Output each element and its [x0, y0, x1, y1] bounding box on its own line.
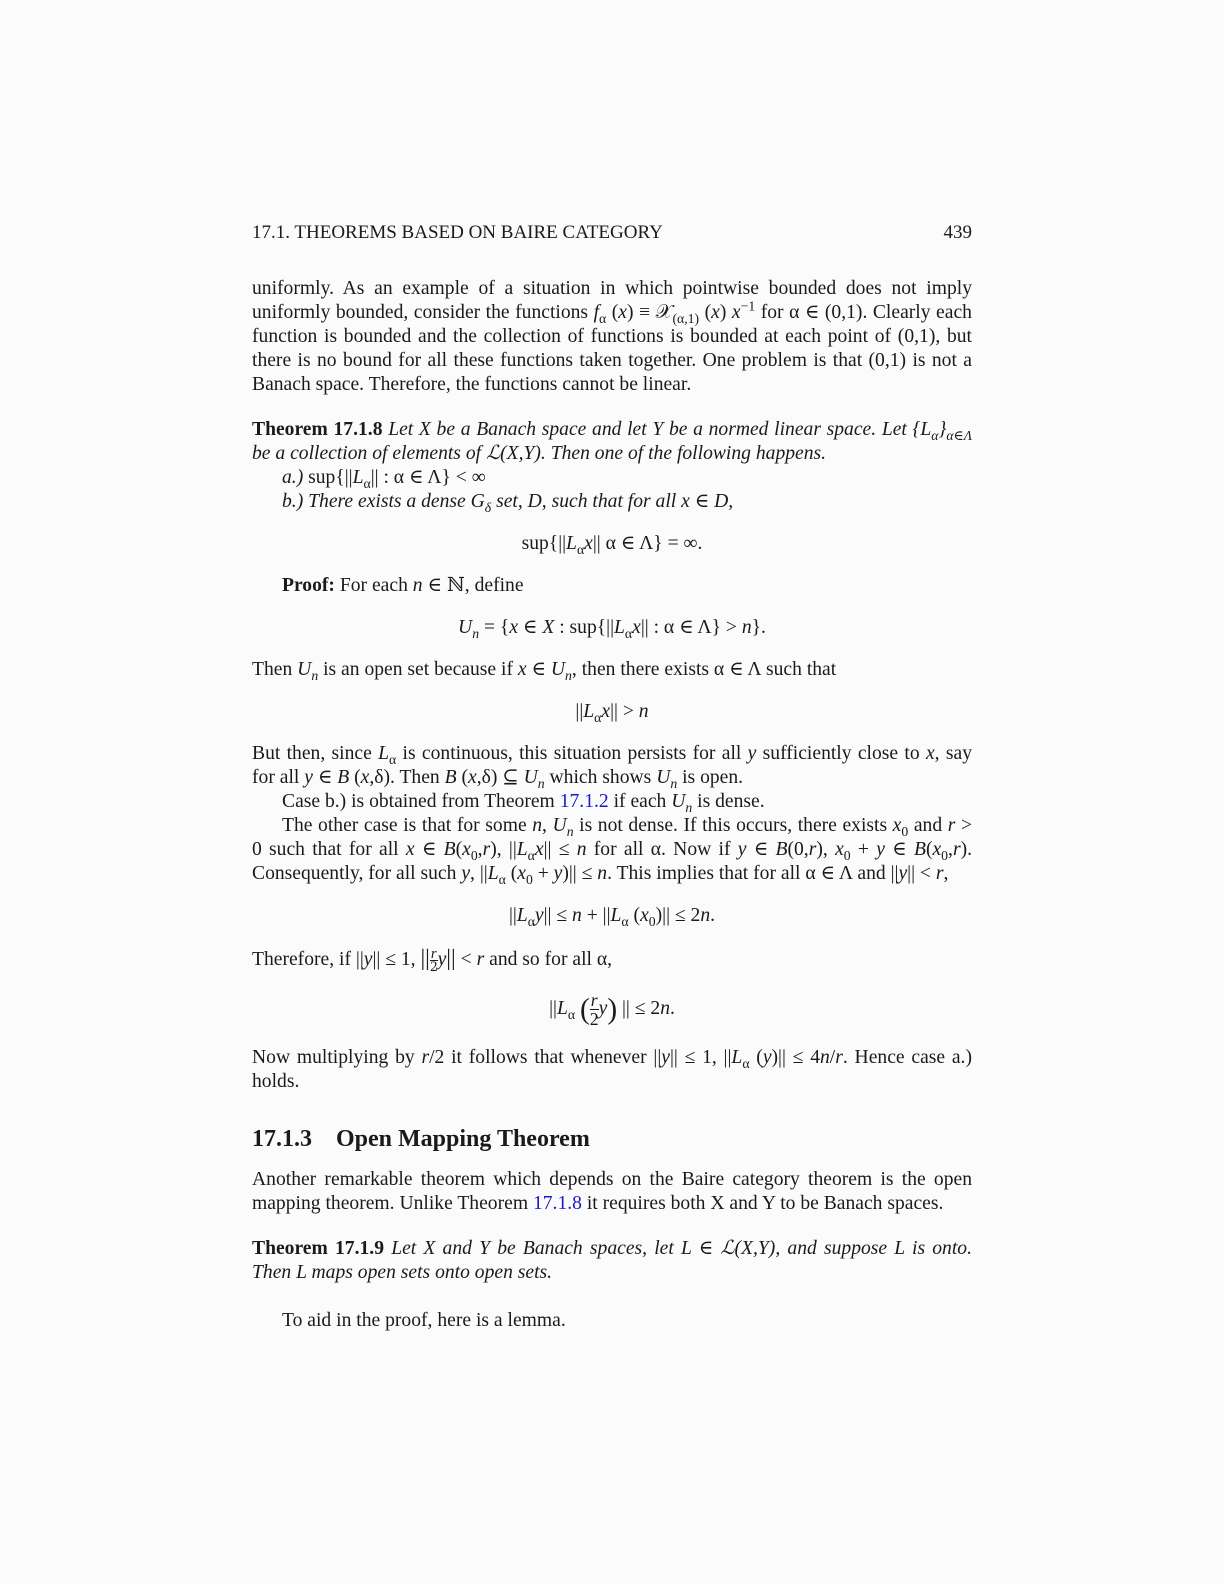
theorem-case-b: b.) There exists a dense $G_\delta$ set, D, such that for all x ∈ D,	[282, 491, 734, 515]
ref-link-17-1-8[interactable]: 17.1.8	[532, 1193, 582, 1214]
theorem-17-1-8: Theorem 17.1.8 Let X be a Banach space and let Y be a normed linear space. Let $\{L_\alpha\}_{\alpha\in\Lambda}$ be a collection of elements of ℒ(X,Y). Then one of the following happens.	[252, 419, 972, 464]
paragraph-section-intro: Another remarkable theorem which depends on the Baire category theorem is the open mapping theorem. Unlike Theorem 17.1.8 it requires both X and Y to be Banach spaces.	[252, 1169, 972, 1214]
paragraph-lemma-intro: To aid in the proof, here is a lemma.	[282, 1310, 566, 1331]
theorem-label: Theorem 17.1.9	[252, 1238, 384, 1259]
theorem-label: Theorem 17.1.8	[252, 419, 383, 440]
paragraph-conclusion: Now multiplying by r/2 it follows that whenever ||y|| ≤ 1, $||L_\alpha$ (y)|| ≤ 4n/r. Hence case a.) holds.	[252, 1047, 972, 1092]
display-equation-sup: $sup\{||L_\alpha x||$ α ∈ Λ} = ∞.	[521, 533, 703, 557]
theorem-case-a: a.) $sup\{||L_\alpha||$ : α ∈ Λ} < ∞	[282, 467, 486, 491]
section-title: Open Mapping Theorem	[336, 1126, 590, 1152]
running-title: 17.1. THEOREMS BASED ON BAIRE CATEGORY	[252, 222, 663, 243]
paragraph-therefore: Therefore, if ||y|| ≤ 1, || $\frac{r}{2}$ y|| < r and so for all α,	[252, 945, 613, 975]
display-equation-norm: $||L_\alpha x|| > n$	[575, 701, 649, 725]
paragraph-intro: uniformly. As an example of a situation in which pointwise bounded does not imply uniformly bounded, consider the functions $f_\alpha$ (x) ≡ 𝒳$_{(\alpha,1)}$ (x) $x^{-1}$ for α ∈ (0,1). Clearly each function is bounded and the collection of functions is bounded at each point of (0,1), but there is no bound for all these functions taken together. One problem is that (0,1) is not a Banach space. Therefore, the functions cannot be linear.	[252, 278, 972, 395]
paragraph-other-case: The other case is that for some n, $U_n$ is not dense. If this occurs, there exists $x_0$ and r > 0 such that for all x ∈ $B(x_0,r)$, $||L_\alpha x|| \le n$ for all α. Now if y ∈ B(0,r), $x_0 + y$ ∈ $B(x_0,r)$. Consequently, for all such y, $||L_\alpha$ $(x_0 + y)|| \le n$. This implies that for all α ∈ Λ and ||y|| < r,	[252, 815, 973, 887]
theorem-17-1-9	[252, 1237, 972, 1285]
page-content	[252, 277, 972, 1333]
paragraph-continuity: But then, since $L_\alpha$ is continuous, this situation persists for all y sufficiently close to x, say for all y ∈ B (x,δ). Then B (x,δ) ⊆ $U_n$ which shows $U_n$ is open.	[252, 743, 972, 791]
paragraph-open-set: Then $U_n$ is an open set because if x ∈ $U_n$, then there exists α ∈ Λ such that	[252, 659, 837, 683]
display-equation-un: $U_n = \{x$ ∈ X : $sup\{||L_\alpha x||$ : α ∈ Λ} > n}.	[458, 617, 766, 641]
display-equation-bound: $||L_\alpha y|| \le n + ||L_\alpha$ $(x_0)|| \le 2n$.	[508, 905, 716, 929]
theorem-body: Let X and Y be Banach spaces, let L ∈ ℒ(X,Y), and suppose L is onto. Then L maps open sets onto open sets.	[252, 1238, 972, 1283]
proof-label: Proof:	[282, 575, 335, 596]
section-heading	[252, 1124, 972, 1154]
section-number: 17.1.3	[252, 1126, 312, 1152]
running-header	[252, 221, 972, 245]
display-equation-scaled: $||L_\alpha$ ( $\frac{r}{2}$ y) || ≤ 2n.	[549, 990, 675, 1029]
proof-start: Proof: For each n ∈ ℕ, define	[282, 575, 524, 596]
paragraph-case-b: Case b.) is obtained from Theorem 17.1.2 if each $U_n$ is dense.	[282, 791, 765, 815]
ref-link-17-1-2[interactable]: 17.1.2	[559, 791, 609, 812]
page-number: 439	[943, 222, 972, 243]
